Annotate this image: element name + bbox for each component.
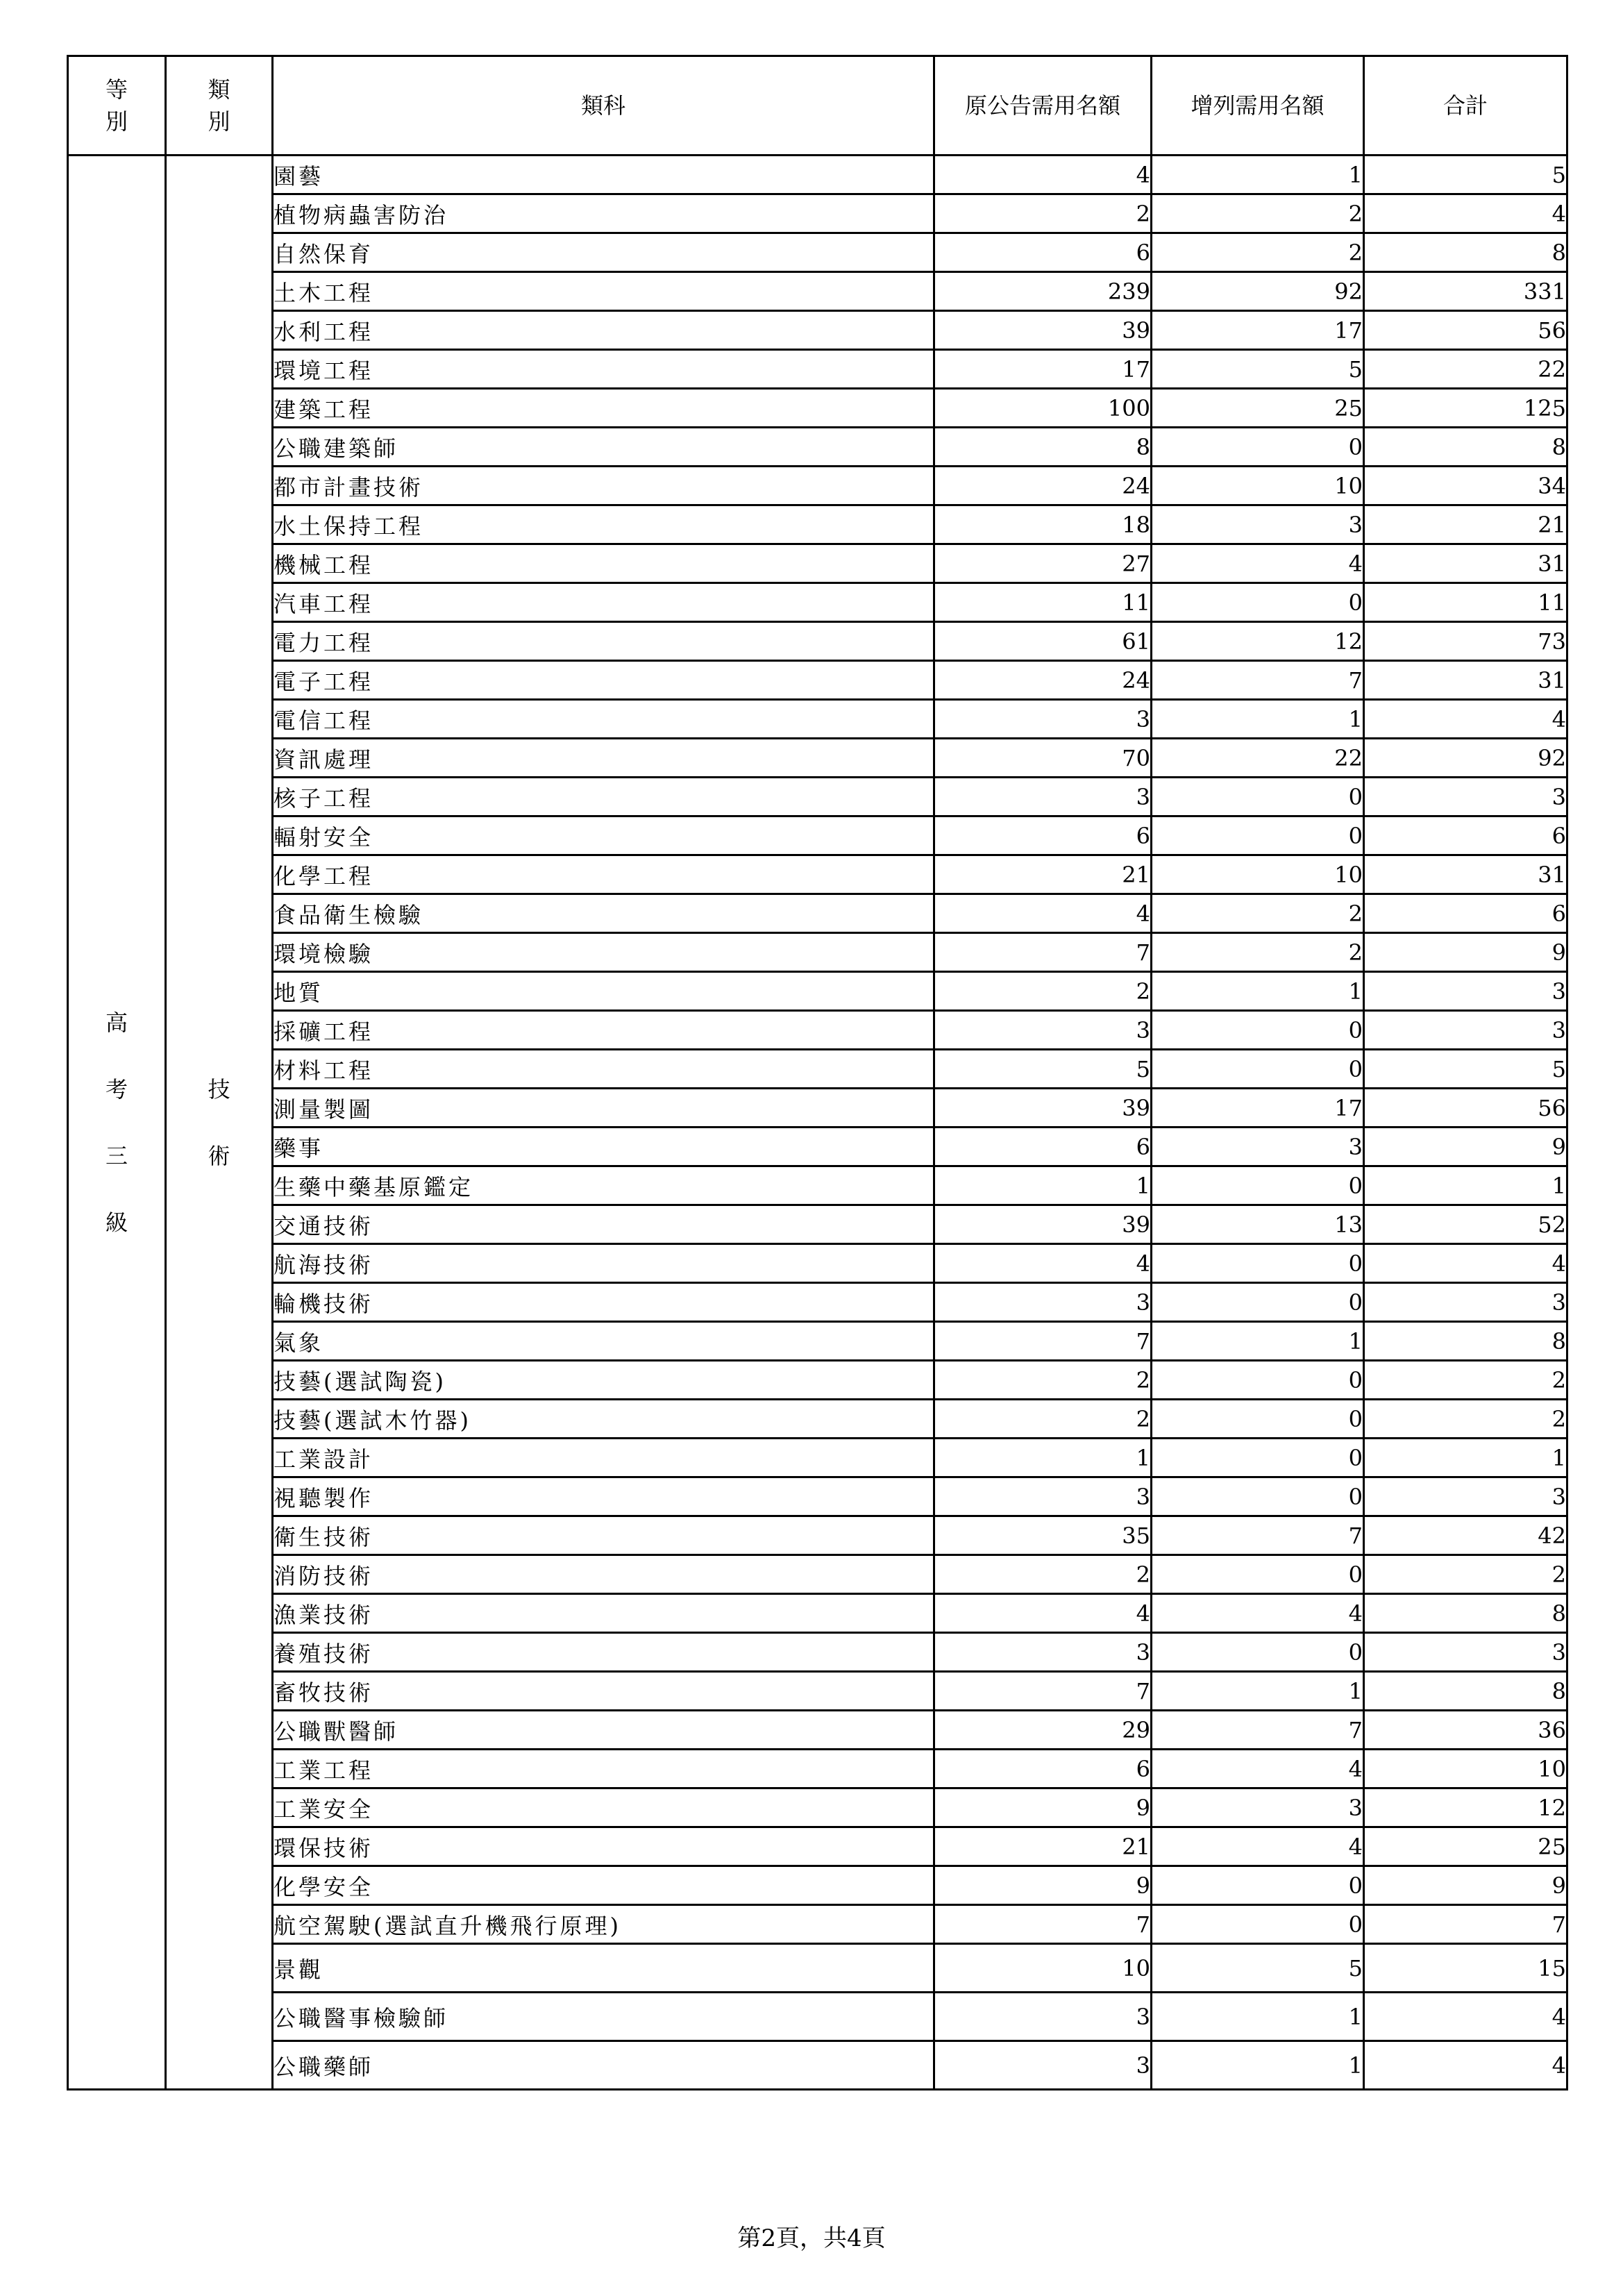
added-quota-cell: 12 xyxy=(1152,622,1364,661)
original-quota-cell: 2 xyxy=(934,1555,1152,1594)
table-row xyxy=(68,1594,1567,1633)
added-quota-cell: 1 xyxy=(1152,2041,1364,2090)
original-quota-cell: 3 xyxy=(934,1477,1152,1516)
subject-cell: 漁業技術 xyxy=(273,1594,934,1633)
total-cell: 8 xyxy=(1364,233,1567,272)
total-cell: 4 xyxy=(1364,1993,1567,2041)
subject-cell: 電子工程 xyxy=(273,661,934,700)
total-cell: 10 xyxy=(1364,1750,1567,1788)
subject-cell: 視聽製作 xyxy=(273,1477,934,1516)
total-cell: 56 xyxy=(1364,311,1567,350)
added-quota-cell: 2 xyxy=(1152,894,1364,933)
original-quota-cell: 7 xyxy=(934,1322,1152,1361)
total-cell: 11 xyxy=(1364,583,1567,622)
total-cell: 3 xyxy=(1364,1477,1567,1516)
original-quota-cell: 6 xyxy=(934,816,1152,855)
original-quota-cell: 9 xyxy=(934,1788,1152,1827)
added-quota-cell: 0 xyxy=(1152,1283,1364,1322)
header-category: 類 別 xyxy=(166,56,273,156)
added-quota-cell: 1 xyxy=(1152,1672,1364,1711)
original-quota-cell: 4 xyxy=(934,894,1152,933)
subject-cell: 採礦工程 xyxy=(273,1011,934,1050)
original-quota-cell: 35 xyxy=(934,1516,1152,1555)
total-cell: 12 xyxy=(1364,1788,1567,1827)
added-quota-cell: 3 xyxy=(1152,1128,1364,1166)
original-quota-cell: 7 xyxy=(934,1905,1152,1944)
subject-cell: 化學工程 xyxy=(273,855,934,894)
original-quota-cell: 2 xyxy=(934,1400,1152,1439)
total-cell: 2 xyxy=(1364,1555,1567,1594)
total-cell: 31 xyxy=(1364,544,1567,583)
original-quota-cell: 3 xyxy=(934,1993,1152,2041)
table-row xyxy=(68,1711,1567,1750)
added-quota-cell: 1 xyxy=(1152,1993,1364,2041)
added-quota-cell: 2 xyxy=(1152,233,1364,272)
original-quota-cell: 7 xyxy=(934,933,1152,972)
total-cell: 4 xyxy=(1364,1244,1567,1283)
original-quota-cell: 239 xyxy=(934,272,1152,311)
added-quota-cell: 1 xyxy=(1152,156,1364,194)
page-footer: 第2頁，共4頁 xyxy=(737,2224,886,2252)
table-row xyxy=(68,505,1567,544)
table-row xyxy=(68,972,1567,1011)
table-row xyxy=(68,778,1567,816)
total-cell: 8 xyxy=(1364,1322,1567,1361)
subject-cell: 水土保持工程 xyxy=(273,505,934,544)
original-quota-cell: 3 xyxy=(934,778,1152,816)
added-quota-cell: 0 xyxy=(1152,1905,1364,1944)
table-row xyxy=(68,1011,1567,1050)
table-row xyxy=(68,1205,1567,1244)
header-original-quota: 原公告需用名額 xyxy=(934,56,1152,156)
original-quota-cell: 17 xyxy=(934,350,1152,389)
subject-cell: 景觀 xyxy=(273,1944,934,1993)
original-quota-cell: 24 xyxy=(934,467,1152,505)
added-quota-cell: 7 xyxy=(1152,1711,1364,1750)
subject-cell: 藥事 xyxy=(273,1128,934,1166)
table-row xyxy=(68,1827,1567,1866)
subject-cell: 土木工程 xyxy=(273,272,934,311)
total-cell: 9 xyxy=(1364,1866,1567,1905)
table-row xyxy=(68,389,1567,428)
table-row xyxy=(68,583,1567,622)
total-cell: 8 xyxy=(1364,1672,1567,1711)
added-quota-cell: 92 xyxy=(1152,272,1364,311)
total-cell: 8 xyxy=(1364,1594,1567,1633)
quota-table xyxy=(67,55,1568,2090)
added-quota-cell: 17 xyxy=(1152,311,1364,350)
total-cell: 4 xyxy=(1364,700,1567,739)
added-quota-cell: 2 xyxy=(1152,194,1364,233)
subject-cell: 電信工程 xyxy=(273,700,934,739)
original-quota-cell: 3 xyxy=(934,2041,1152,2090)
table-row xyxy=(68,816,1567,855)
subject-cell: 公職藥師 xyxy=(273,2041,934,2090)
subject-cell: 工業設計 xyxy=(273,1439,934,1477)
total-cell: 125 xyxy=(1364,389,1567,428)
table-row xyxy=(68,700,1567,739)
added-quota-cell: 5 xyxy=(1152,350,1364,389)
total-cell: 8 xyxy=(1364,428,1567,467)
table-row xyxy=(68,1866,1567,1905)
original-quota-cell: 9 xyxy=(934,1866,1152,1905)
subject-cell: 公職醫事檢驗師 xyxy=(273,1993,934,2041)
added-quota-cell: 25 xyxy=(1152,389,1364,428)
table-row xyxy=(68,1322,1567,1361)
subject-cell: 水利工程 xyxy=(273,311,934,350)
total-cell: 73 xyxy=(1364,622,1567,661)
total-cell: 3 xyxy=(1364,1011,1567,1050)
original-quota-cell: 2 xyxy=(934,972,1152,1011)
table-row xyxy=(68,544,1567,583)
subject-cell: 都市計畫技術 xyxy=(273,467,934,505)
subject-cell: 環境檢驗 xyxy=(273,933,934,972)
total-cell: 3 xyxy=(1364,972,1567,1011)
subject-cell: 航海技術 xyxy=(273,1244,934,1283)
subject-cell: 環境工程 xyxy=(273,350,934,389)
added-quota-cell: 22 xyxy=(1152,739,1364,778)
original-quota-cell: 39 xyxy=(934,1205,1152,1244)
added-quota-cell: 17 xyxy=(1152,1089,1364,1128)
added-quota-cell: 2 xyxy=(1152,933,1364,972)
original-quota-cell: 70 xyxy=(934,739,1152,778)
original-quota-cell: 6 xyxy=(934,1750,1152,1788)
table-row xyxy=(68,1050,1567,1089)
table-row xyxy=(68,272,1567,311)
table-row xyxy=(68,1283,1567,1322)
table-row xyxy=(68,428,1567,467)
original-quota-cell: 7 xyxy=(934,1672,1152,1711)
subject-cell: 植物病蟲害防治 xyxy=(273,194,934,233)
added-quota-cell: 0 xyxy=(1152,1477,1364,1516)
subject-cell: 航空駕駛(選試直升機飛行原理) xyxy=(273,1905,934,1944)
table-row xyxy=(68,1633,1567,1672)
total-cell: 31 xyxy=(1364,855,1567,894)
added-quota-cell: 0 xyxy=(1152,1439,1364,1477)
table-row xyxy=(68,194,1567,233)
subject-cell: 汽車工程 xyxy=(273,583,934,622)
original-quota-cell: 2 xyxy=(934,194,1152,233)
total-cell: 3 xyxy=(1364,1283,1567,1322)
total-cell: 36 xyxy=(1364,1711,1567,1750)
added-quota-cell: 0 xyxy=(1152,778,1364,816)
added-quota-cell: 0 xyxy=(1152,583,1364,622)
added-quota-cell: 4 xyxy=(1152,1827,1364,1866)
added-quota-cell: 7 xyxy=(1152,1516,1364,1555)
total-cell: 25 xyxy=(1364,1827,1567,1866)
total-cell: 42 xyxy=(1364,1516,1567,1555)
total-cell: 4 xyxy=(1364,194,1567,233)
added-quota-cell: 4 xyxy=(1152,1594,1364,1633)
added-quota-cell: 0 xyxy=(1152,1400,1364,1439)
added-quota-cell: 4 xyxy=(1152,544,1364,583)
subject-cell: 園藝 xyxy=(273,156,934,194)
total-cell: 92 xyxy=(1364,739,1567,778)
header-added-quota: 增列需用名額 xyxy=(1152,56,1364,156)
total-cell: 3 xyxy=(1364,778,1567,816)
table-row xyxy=(68,1400,1567,1439)
original-quota-cell: 3 xyxy=(934,1633,1152,1672)
original-quota-cell: 21 xyxy=(934,1827,1152,1866)
subject-cell: 衛生技術 xyxy=(273,1516,934,1555)
original-quota-cell: 3 xyxy=(934,700,1152,739)
original-quota-cell: 6 xyxy=(934,1128,1152,1166)
added-quota-cell: 3 xyxy=(1152,505,1364,544)
total-cell: 4 xyxy=(1364,2041,1567,2090)
subject-cell: 化學安全 xyxy=(273,1866,934,1905)
subject-cell: 氣象 xyxy=(273,1322,934,1361)
table-row xyxy=(68,855,1567,894)
table-row xyxy=(68,661,1567,700)
original-quota-cell: 29 xyxy=(934,1711,1152,1750)
original-quota-cell: 4 xyxy=(934,156,1152,194)
total-cell: 56 xyxy=(1364,1089,1567,1128)
added-quota-cell: 5 xyxy=(1152,1944,1364,1993)
added-quota-cell: 0 xyxy=(1152,816,1364,855)
added-quota-cell: 0 xyxy=(1152,1361,1364,1400)
total-cell: 15 xyxy=(1364,1944,1567,1993)
subject-cell: 公職建築師 xyxy=(273,428,934,467)
added-quota-cell: 0 xyxy=(1152,1866,1364,1905)
original-quota-cell: 3 xyxy=(934,1283,1152,1322)
subject-cell: 資訊處理 xyxy=(273,739,934,778)
subject-cell: 地質 xyxy=(273,972,934,1011)
original-quota-cell: 6 xyxy=(934,233,1152,272)
table-body xyxy=(68,156,1567,2090)
table-row xyxy=(68,739,1567,778)
header-row xyxy=(68,56,1567,156)
added-quota-cell: 0 xyxy=(1152,1166,1364,1205)
original-quota-cell: 24 xyxy=(934,661,1152,700)
table-row xyxy=(68,1750,1567,1788)
table-row xyxy=(68,1993,1567,2041)
subject-cell: 食品衛生檢驗 xyxy=(273,894,934,933)
table-row xyxy=(68,2041,1567,2090)
subject-cell: 畜牧技術 xyxy=(273,1672,934,1711)
added-quota-cell: 10 xyxy=(1152,855,1364,894)
subject-cell: 工業安全 xyxy=(273,1788,934,1827)
header-total: 合計 xyxy=(1364,56,1567,156)
subject-cell: 測量製圖 xyxy=(273,1089,934,1128)
total-cell: 6 xyxy=(1364,816,1567,855)
table-row xyxy=(68,311,1567,350)
subject-cell: 消防技術 xyxy=(273,1555,934,1594)
original-quota-cell: 5 xyxy=(934,1050,1152,1089)
subject-cell: 輻射安全 xyxy=(273,816,934,855)
added-quota-cell: 4 xyxy=(1152,1750,1364,1788)
total-cell: 22 xyxy=(1364,350,1567,389)
table-row xyxy=(68,1244,1567,1283)
subject-cell: 機械工程 xyxy=(273,544,934,583)
original-quota-cell: 1 xyxy=(934,1439,1152,1477)
table-row xyxy=(68,156,1567,194)
subject-cell: 技藝(選試陶瓷) xyxy=(273,1361,934,1400)
subject-cell: 環保技術 xyxy=(273,1827,934,1866)
added-quota-cell: 0 xyxy=(1152,428,1364,467)
subject-cell: 自然保育 xyxy=(273,233,934,272)
total-cell: 1 xyxy=(1364,1166,1567,1205)
table-row xyxy=(68,1361,1567,1400)
subject-cell: 生藥中藥基原鑑定 xyxy=(273,1166,934,1205)
added-quota-cell: 0 xyxy=(1152,1555,1364,1594)
table-row xyxy=(68,1672,1567,1711)
table-row xyxy=(68,233,1567,272)
original-quota-cell: 4 xyxy=(934,1244,1152,1283)
original-quota-cell: 39 xyxy=(934,311,1152,350)
original-quota-cell: 61 xyxy=(934,622,1152,661)
added-quota-cell: 0 xyxy=(1152,1244,1364,1283)
table-row xyxy=(68,894,1567,933)
total-cell: 5 xyxy=(1364,156,1567,194)
original-quota-cell: 8 xyxy=(934,428,1152,467)
header-grade: 等 別 xyxy=(68,56,166,156)
table-row xyxy=(68,933,1567,972)
original-quota-cell: 3 xyxy=(934,1011,1152,1050)
subject-cell: 電力工程 xyxy=(273,622,934,661)
original-quota-cell: 10 xyxy=(934,1944,1152,1993)
total-cell: 331 xyxy=(1364,272,1567,311)
subject-cell: 工業工程 xyxy=(273,1750,934,1788)
table-row xyxy=(68,1788,1567,1827)
total-cell: 6 xyxy=(1364,894,1567,933)
table-row xyxy=(68,1516,1567,1555)
total-cell: 7 xyxy=(1364,1905,1567,1944)
added-quota-cell: 7 xyxy=(1152,661,1364,700)
total-cell: 2 xyxy=(1364,1400,1567,1439)
total-cell: 21 xyxy=(1364,505,1567,544)
table-row xyxy=(68,1166,1567,1205)
added-quota-cell: 10 xyxy=(1152,467,1364,505)
table-row xyxy=(68,1555,1567,1594)
subject-cell: 材料工程 xyxy=(273,1050,934,1089)
total-cell: 9 xyxy=(1364,1128,1567,1166)
table-row xyxy=(68,1439,1567,1477)
table-row xyxy=(68,350,1567,389)
table-row xyxy=(68,1944,1567,1993)
table-row xyxy=(68,1128,1567,1166)
added-quota-cell: 1 xyxy=(1152,972,1364,1011)
table-row xyxy=(68,467,1567,505)
subject-cell: 核子工程 xyxy=(273,778,934,816)
original-quota-cell: 11 xyxy=(934,583,1152,622)
subject-cell: 技藝(選試木竹器) xyxy=(273,1400,934,1439)
added-quota-cell: 13 xyxy=(1152,1205,1364,1244)
grade-cell: 高 考 三 級 xyxy=(68,156,166,2090)
total-cell: 9 xyxy=(1364,933,1567,972)
subject-cell: 輪機技術 xyxy=(273,1283,934,1322)
added-quota-cell: 3 xyxy=(1152,1788,1364,1827)
total-cell: 52 xyxy=(1364,1205,1567,1244)
category-cell: 技 術 xyxy=(166,156,273,2090)
table-row xyxy=(68,622,1567,661)
added-quota-cell: 0 xyxy=(1152,1011,1364,1050)
added-quota-cell: 1 xyxy=(1152,1322,1364,1361)
original-quota-cell: 27 xyxy=(934,544,1152,583)
subject-cell: 建築工程 xyxy=(273,389,934,428)
table-row xyxy=(68,1905,1567,1944)
original-quota-cell: 2 xyxy=(934,1361,1152,1400)
table-row xyxy=(68,1477,1567,1516)
total-cell: 2 xyxy=(1364,1361,1567,1400)
original-quota-cell: 39 xyxy=(934,1089,1152,1128)
subject-cell: 交通技術 xyxy=(273,1205,934,1244)
total-cell: 31 xyxy=(1364,661,1567,700)
original-quota-cell: 21 xyxy=(934,855,1152,894)
table-row xyxy=(68,1089,1567,1128)
header-subject: 類科 xyxy=(273,56,934,156)
added-quota-cell: 1 xyxy=(1152,700,1364,739)
total-cell: 3 xyxy=(1364,1633,1567,1672)
original-quota-cell: 18 xyxy=(934,505,1152,544)
original-quota-cell: 4 xyxy=(934,1594,1152,1633)
subject-cell: 養殖技術 xyxy=(273,1633,934,1672)
subject-cell: 公職獸醫師 xyxy=(273,1711,934,1750)
added-quota-cell: 0 xyxy=(1152,1633,1364,1672)
added-quota-cell: 0 xyxy=(1152,1050,1364,1089)
total-cell: 5 xyxy=(1364,1050,1567,1089)
original-quota-cell: 1 xyxy=(934,1166,1152,1205)
total-cell: 34 xyxy=(1364,467,1567,505)
total-cell: 1 xyxy=(1364,1439,1567,1477)
original-quota-cell: 100 xyxy=(934,389,1152,428)
